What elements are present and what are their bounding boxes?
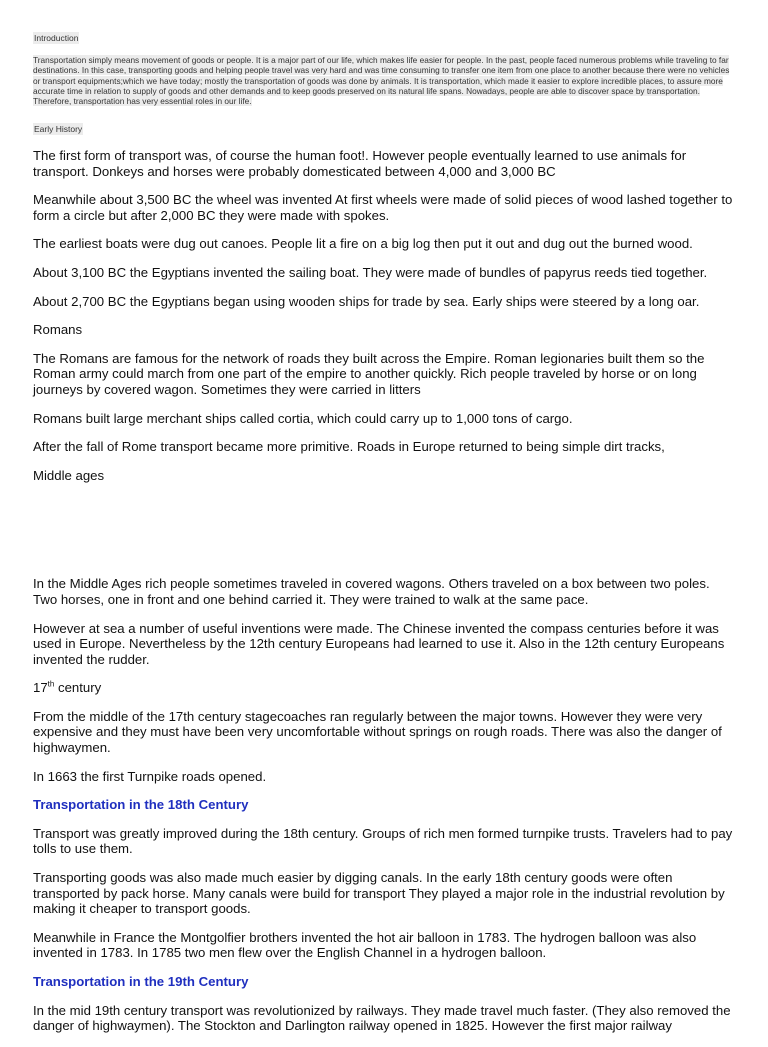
c17-heading-num: 17: [33, 680, 48, 696]
c18-heading: Transportation in the 18th Century: [33, 797, 249, 813]
romans-paragraph-2: Romans built large merchant ships called cortia, which could carry up to 1,000 tons of cargo.: [33, 410, 573, 426]
c18-paragraph-1: Transport was greatly improved during the 18th century. Groups of rich men formed turnpike trusts. Travelers had to pay tolls to use them.: [33, 825, 733, 857]
middle-paragraph-2: However at sea a number of useful inventions were made. The Chinese invented the compass centuries before it was used in Europe. Nevertheless by the 12th century Europeans had learned to use it. Also in the 12th century Europeans invented the rudder.: [33, 620, 725, 667]
early-history-heading: Early History: [34, 124, 83, 134]
romans-heading: Romans: [33, 322, 83, 338]
early-paragraph-2: Meanwhile about 3,500 BC the wheel was invented At first wheels were made of solid pieces of wood lashed together to form a circle but after 2,000 BC they were made with spokes.: [33, 192, 733, 223]
romans-paragraph-1: The Romans are famous for the network of roads they built across the Empire. Roman legionaries built them so the Roman army could march from one part of the empire to another quickly. Rich people traveled by horse or on long journeys by covered wagon. Sometimes they were carried in litters: [33, 350, 705, 397]
document-body: [33, 148, 735, 1047]
intro-heading: Introduction: [34, 33, 79, 43]
middle-paragraph-1: In the Middle Ages rich people sometimes traveled in covered wagons. Others traveled on a box between two poles. Two horses, one in front and one behind carried it. They were trained to walk at the same pace.: [33, 576, 710, 607]
c19-paragraph-1: In the mid 19th century transport was revolutionized by railways. They made travel much faster. (They also removed the danger of highwaymen). The Stockton and Darlington railway opened in 1825. However the first major railway: [33, 1002, 731, 1034]
c17-heading-rest: century: [54, 680, 102, 696]
c17-paragraph-1: From the middle of the 17th century stagecoaches ran regularly between the major towns. However they were very expensive and they must have been very uncomfortable without springs on rough roads. There was also the danger of highwaymen.: [33, 708, 722, 756]
c18-paragraph-2: Transporting goods was also made much easier by digging canals. In the early 18th century goods were often transported by pack horse. Many canals were build for transport They played a major role in the industrial revolution by making it cheaper to transport goods.: [33, 870, 725, 917]
blank-space: [33, 496, 735, 576]
intro-paragraph: [33, 55, 735, 106]
romans-paragraph-3: After the fall of Rome transport became more primitive. Roads in Europe returned to being simple dirt tracks,: [33, 439, 665, 455]
early-paragraph-3: The earliest boats were dug out canoes. People lit a fire on a big log then put it out and dug out the burned wood.: [33, 236, 693, 252]
intro-text: Transportation simply means movement of goods or people. It is a major part of our life, which makes life easier for people. In the past, people faced numerous problems while traveling to far destinations. In this case, transporting goods and helping people travel was very hard and was time consuming to transfer one item from one place to another because there were no vehicles or transport equipments;which we have today; mostly the transportation of goods was done by animals. It is transportation, which made it easier to explore incredible places, to assure more accurate time in relation to supply of goods and other demands and to keep goods preserved on its natural life spans. Nowadays, people are able to discover space by transportation. Therefore, transportation has very essential roles in our life.: [33, 55, 730, 107]
early-paragraph-4: About 3,100 BC the Egyptians invented the sailing boat. They were made of bundles of papyrus reeds tied together.: [33, 264, 708, 280]
c19-heading: Transportation in the 19th Century: [33, 974, 249, 989]
early-paragraph-1: The first form of transport was, of course the human foot!. However people eventually learned to use animals for transport. Donkeys and horses were probably domesticated between 4,000 and 3,000 BC: [33, 148, 687, 179]
middle-ages-heading: Middle ages: [33, 467, 105, 483]
c17-paragraph-2: In 1663 the first Turnpike roads opened.: [33, 768, 267, 784]
c17-heading: [33, 680, 735, 696]
c17-heading-sup: th: [47, 679, 55, 689]
early-paragraph-5: About 2,700 BC the Egyptians began using wooden ships for trade by sea. Early ships were steered by a long oar.: [33, 293, 700, 309]
c18-paragraph-3: Meanwhile in France the Montgolfier brothers invented the hot air balloon in 1783. The hydrogen balloon was also invented in 1783. In 1785 two men flew over the English Channel in a hydrogen balloon.: [33, 929, 697, 961]
